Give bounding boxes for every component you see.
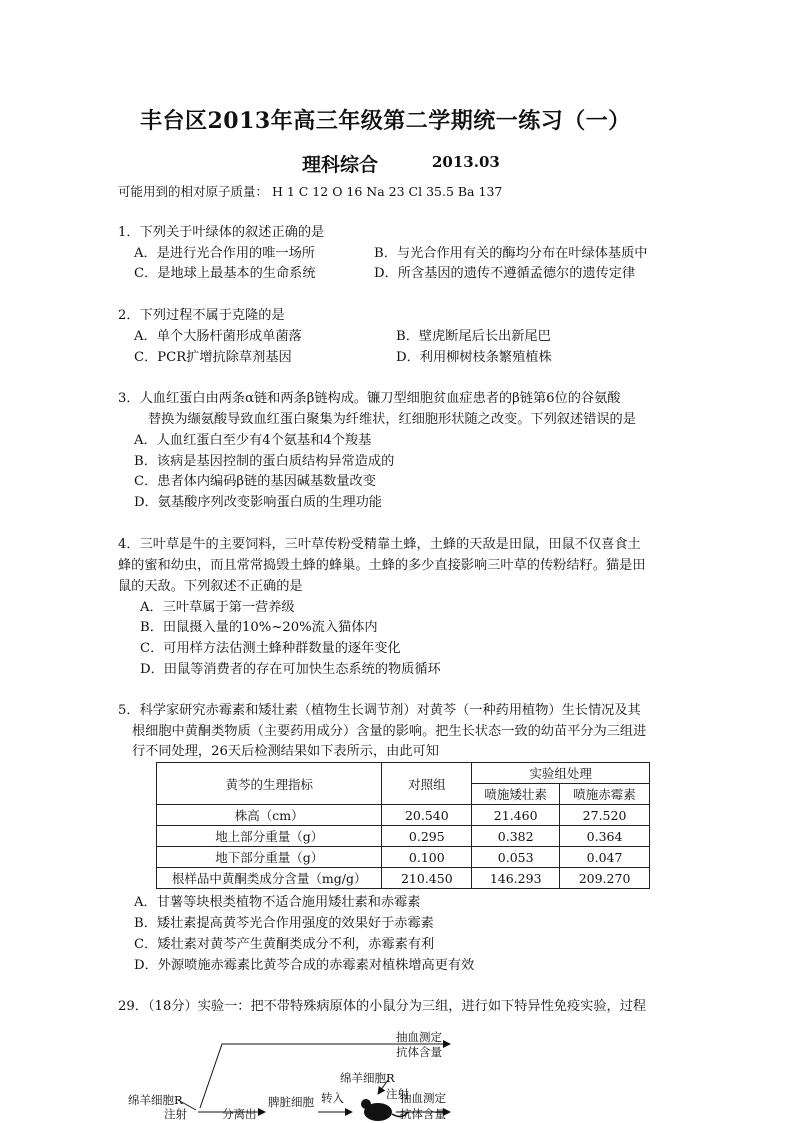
label-transfer: 转入: [321, 1091, 344, 1105]
label-sheep-cell-2: 绵羊细胞R: [340, 1071, 395, 1085]
header-experiment: 实验组处理: [472, 763, 650, 784]
table-cell: 210.450: [382, 868, 472, 889]
question-2-stem: 2．下列过程不属于克隆的是: [118, 308, 285, 323]
question-5-stem-line-3: 行不同处理，26天后检测结果如下表所示，由此可知: [132, 744, 439, 759]
question-1-option-d: D．所含基因的遗传不遵循孟德尔的遗传定律: [374, 266, 636, 281]
header-exp-gibberellin: 喷施赤霉素: [560, 784, 650, 805]
question-2-option-b: B．壁虎断尾后长出新尾巴: [396, 329, 551, 344]
table-row: [157, 868, 650, 889]
label-sheep-cell-1: 绵羊细胞R: [128, 1093, 183, 1107]
question-5-stem-line-1: 5．科学家研究赤霉素和矮壮素（植物生长调节剂）对黄芩（一种药用植物）生长情况及其: [118, 703, 641, 718]
results-table: [156, 762, 650, 889]
question-4-option-c: C．可用样方法估测土蜂种群数量的逐年变化: [140, 641, 401, 656]
table-cell: 21.460: [472, 805, 560, 826]
label-inject-1: 注射: [164, 1107, 187, 1121]
question-2-option-c: C．PCR扩增抗除草剂基因: [134, 350, 292, 365]
question-4-stem-line-1: 4．三叶草是牛的主要饲料，三叶草传粉受精靠土蜂，土蜂的天敌是田鼠，田鼠不仅喜食土: [118, 537, 641, 552]
table-cell: 0.047: [560, 847, 650, 868]
atomic-masses: 可能用到的相对原子质量： H 1 C 12 O 16 Na 23 Cl 35.5 Ba 137: [118, 184, 503, 199]
question-5-option-a: A．甘薯等块根类植物不适合施用矮壮素和赤霉素: [134, 895, 421, 910]
question-5-option-d: D．外源喷施赤霉素比黄芩合成的赤霉素对植株增高更有效: [134, 958, 475, 973]
question-1-option-c: C．是地球上最基本的生命系统: [134, 266, 316, 281]
label-antibody-1: 抗体含量: [396, 1045, 442, 1059]
exam-date: 2013.03: [432, 153, 500, 171]
question-3-stem-line-2: 替换为缬氨酸导致血红蛋白聚集为纤维状，红细胞形状随之改变。下列叙述错误的是: [148, 412, 636, 427]
table-cell: 27.520: [560, 805, 650, 826]
question-5-stem-line-2: 根细胞中黄酮类物质（主要药用成分）含量的影响。把生长状态一致的幼苗平分为三组进: [132, 724, 647, 739]
question-4-stem-line-2: 蜂的蜜和幼虫，而且常常捣毁土蜂的蜂巢。土蜂的多少直接影响三叶草的传粉结籽。猫是田: [118, 558, 646, 573]
question-3-option-a: A．人血红蛋白至少有4个氨基和4个羧基: [134, 433, 372, 448]
table-cell: 146.293: [472, 868, 560, 889]
table-row: [157, 847, 650, 868]
label-inject-2: 注射: [386, 1087, 409, 1101]
label-blood-test-2: 抽血测定: [400, 1091, 446, 1105]
table-cell: 209.270: [560, 868, 650, 889]
table-row: [157, 805, 650, 826]
label-antibody-2: 抗体含量: [400, 1107, 446, 1121]
question-29-stem: 29．（18分）实验一：把不带特殊病原体的小鼠分为三组，进行如下特异性免疫实验，过程: [118, 999, 647, 1014]
table-cell: 地下部分重量（g）: [157, 847, 382, 868]
header-indicator: 黄芩的生理指标: [157, 763, 382, 805]
question-3-option-c: C．患者体内编码β链的基因碱基数量改变: [134, 474, 376, 489]
question-1-option-b: B．与光合作用有关的酶均分布在叶绿体基质中: [374, 246, 648, 261]
question-4-option-b: B．田鼠摄入量的10%~20%流入猫体内: [140, 620, 378, 635]
table-row: [157, 826, 650, 847]
table-cell: 0.295: [382, 826, 472, 847]
label-separate: 分离出: [222, 1107, 257, 1121]
question-1-stem: 1．下列关于叶绿体的叙述正确的是: [118, 225, 325, 240]
table-cell: 20.540: [382, 805, 472, 826]
table-cell: 0.100: [382, 847, 472, 868]
table-cell: 株高（cm）: [157, 805, 382, 826]
question-2-option-d: D．利用柳树枝条繁殖植株: [396, 350, 552, 365]
question-4-option-a: A．三叶草属于第一营养级: [140, 600, 295, 615]
table-cell: 根样品中黄酮类成分含量（mg/g）: [157, 868, 382, 889]
subject-title: 理科综合: [302, 154, 379, 176]
question-5-option-b: B．矮壮素提高黄芩光合作用强度的效果好于赤霉素: [134, 916, 434, 931]
table-cell: 地上部分重量（g）: [157, 826, 382, 847]
label-blood-test-1: 抽血测定: [396, 1030, 442, 1044]
question-5-option-c: C．矮壮素对黄芩产生黄酮类成分不利，赤霉素有利: [134, 937, 435, 952]
question-1-option-a: A．是进行光合作用的唯一场所: [134, 246, 315, 261]
table-cell: 0.053: [472, 847, 560, 868]
table-cell: 0.382: [472, 826, 560, 847]
label-spleen-cells: 脾脏细胞: [268, 1095, 314, 1109]
question-3-stem-line-1: 3．人血红蛋白由两条α链和两条β链构成。镰刀型细胞贫血症患者的β链第6位的谷氨酸: [118, 391, 621, 406]
header-exp-chlormequat: 喷施矮壮素: [472, 784, 560, 805]
question-2-option-a: A．单个大肠杆菌形成单菌落: [134, 329, 302, 344]
page-title: 丰台区2013年高三年级第二学期统一练习（一）: [140, 108, 631, 134]
question-4-stem-line-3: 鼠的天敌。下列叙述不正确的是: [118, 579, 303, 594]
question-4-option-d: D．田鼠等消费者的存在可加快生态系统的物质循环: [140, 662, 441, 677]
question-3-option-b: B．该病是基因控制的蛋白质结构异常造成的: [134, 454, 395, 469]
question-3-option-d: D．氨基酸序列改变影响蛋白质的生理功能: [134, 495, 382, 510]
table-cell: 0.364: [560, 826, 650, 847]
header-control: 对照组: [382, 763, 472, 805]
